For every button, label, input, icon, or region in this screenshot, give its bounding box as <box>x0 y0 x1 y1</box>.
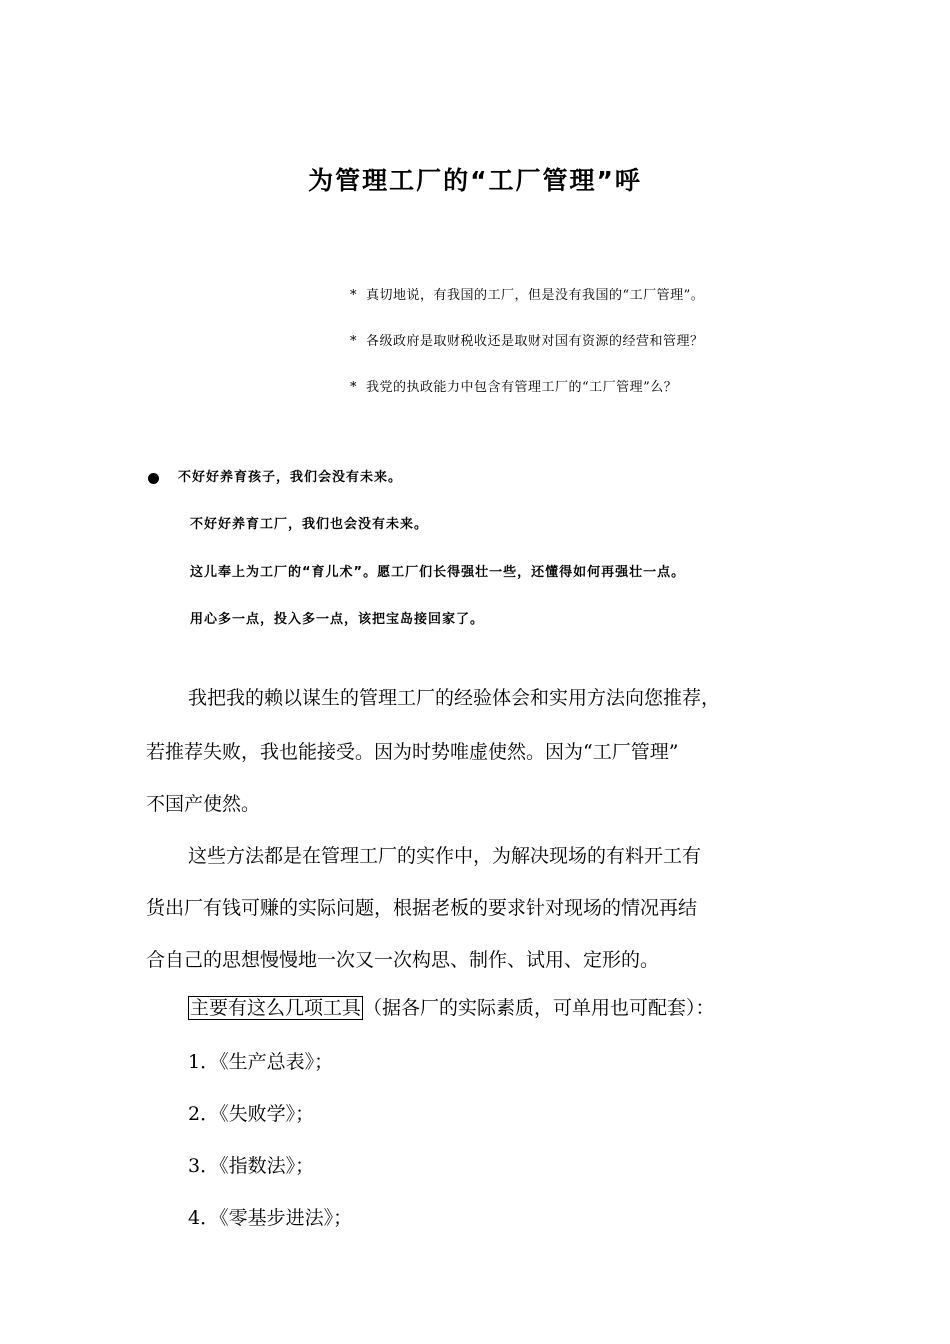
paragraph-line: 我把我的赖以谋生的管理工厂的经验体会和实用方法向您推荐， <box>188 687 721 709</box>
epigraph-text: 真切地说，有我国的工厂，但是没有我国的“工厂管理”。 <box>366 288 705 303</box>
paragraph-line: 货出厂有钱可赚的实际问题，根据老板的要求针对现场的情况再结 <box>146 897 698 919</box>
paragraph-line: 不国产使然。 <box>146 793 261 815</box>
epigraph-line <box>350 376 704 399</box>
epigraph <box>350 284 704 422</box>
bullet-line: 这儿奉上为工厂的“育儿术”。愿工厂们长得强壮一些，还懂得如何再强壮一点。 <box>190 565 686 580</box>
tools-intro-line <box>188 994 715 1022</box>
paragraph-line: 合自己的思想慢慢地一次又一次构思、制作、试用、定形的。 <box>146 949 660 971</box>
tool-list-item: 3．《指数法》； <box>188 1155 315 1177</box>
epigraph-text: 各级政府是取财税收还是取财对国有资源的经营和管理？ <box>366 334 704 349</box>
tool-list-item: 1．《生产总表》； <box>188 1051 334 1073</box>
bullet-dot-icon <box>148 473 159 484</box>
asterisk-marker: * <box>350 334 357 349</box>
tools-intro-rest: （据各厂的实际素质，可单用也可配套）： <box>363 997 715 1019</box>
asterisk-marker: * <box>350 288 357 303</box>
tool-list-item: 2．《失败学》； <box>188 1103 315 1125</box>
page-title: 为管理工厂的“工厂管理”呼 <box>308 166 642 195</box>
tools-boxed-label: 主要有这么几项工具 <box>190 997 362 1019</box>
bullet-line: 不好好养育工厂，我们也会没有未来。 <box>190 517 429 532</box>
paragraph-line: 这些方法都是在管理工厂的实作中，为解决现场的有料开工有 <box>188 845 702 867</box>
tool-list-item: 4．《零基步进法》； <box>188 1207 353 1229</box>
paragraph-line: 若推荐失败，我也能接受。因为时势唯虚使然。因为“工厂管理” <box>146 741 679 763</box>
asterisk-marker: * <box>350 380 357 395</box>
bullet-line: 用心多一点，投入多一点，该把宝岛接回家了。 <box>190 612 485 627</box>
epigraph-line <box>350 330 704 353</box>
epigraph-line <box>350 284 704 307</box>
epigraph-text: 我党的执政能力中包含有管理工厂的“工厂管理”么？ <box>366 380 678 395</box>
bullet-first-line: 不好好养育孩子，我们会没有未来。 <box>178 470 403 485</box>
